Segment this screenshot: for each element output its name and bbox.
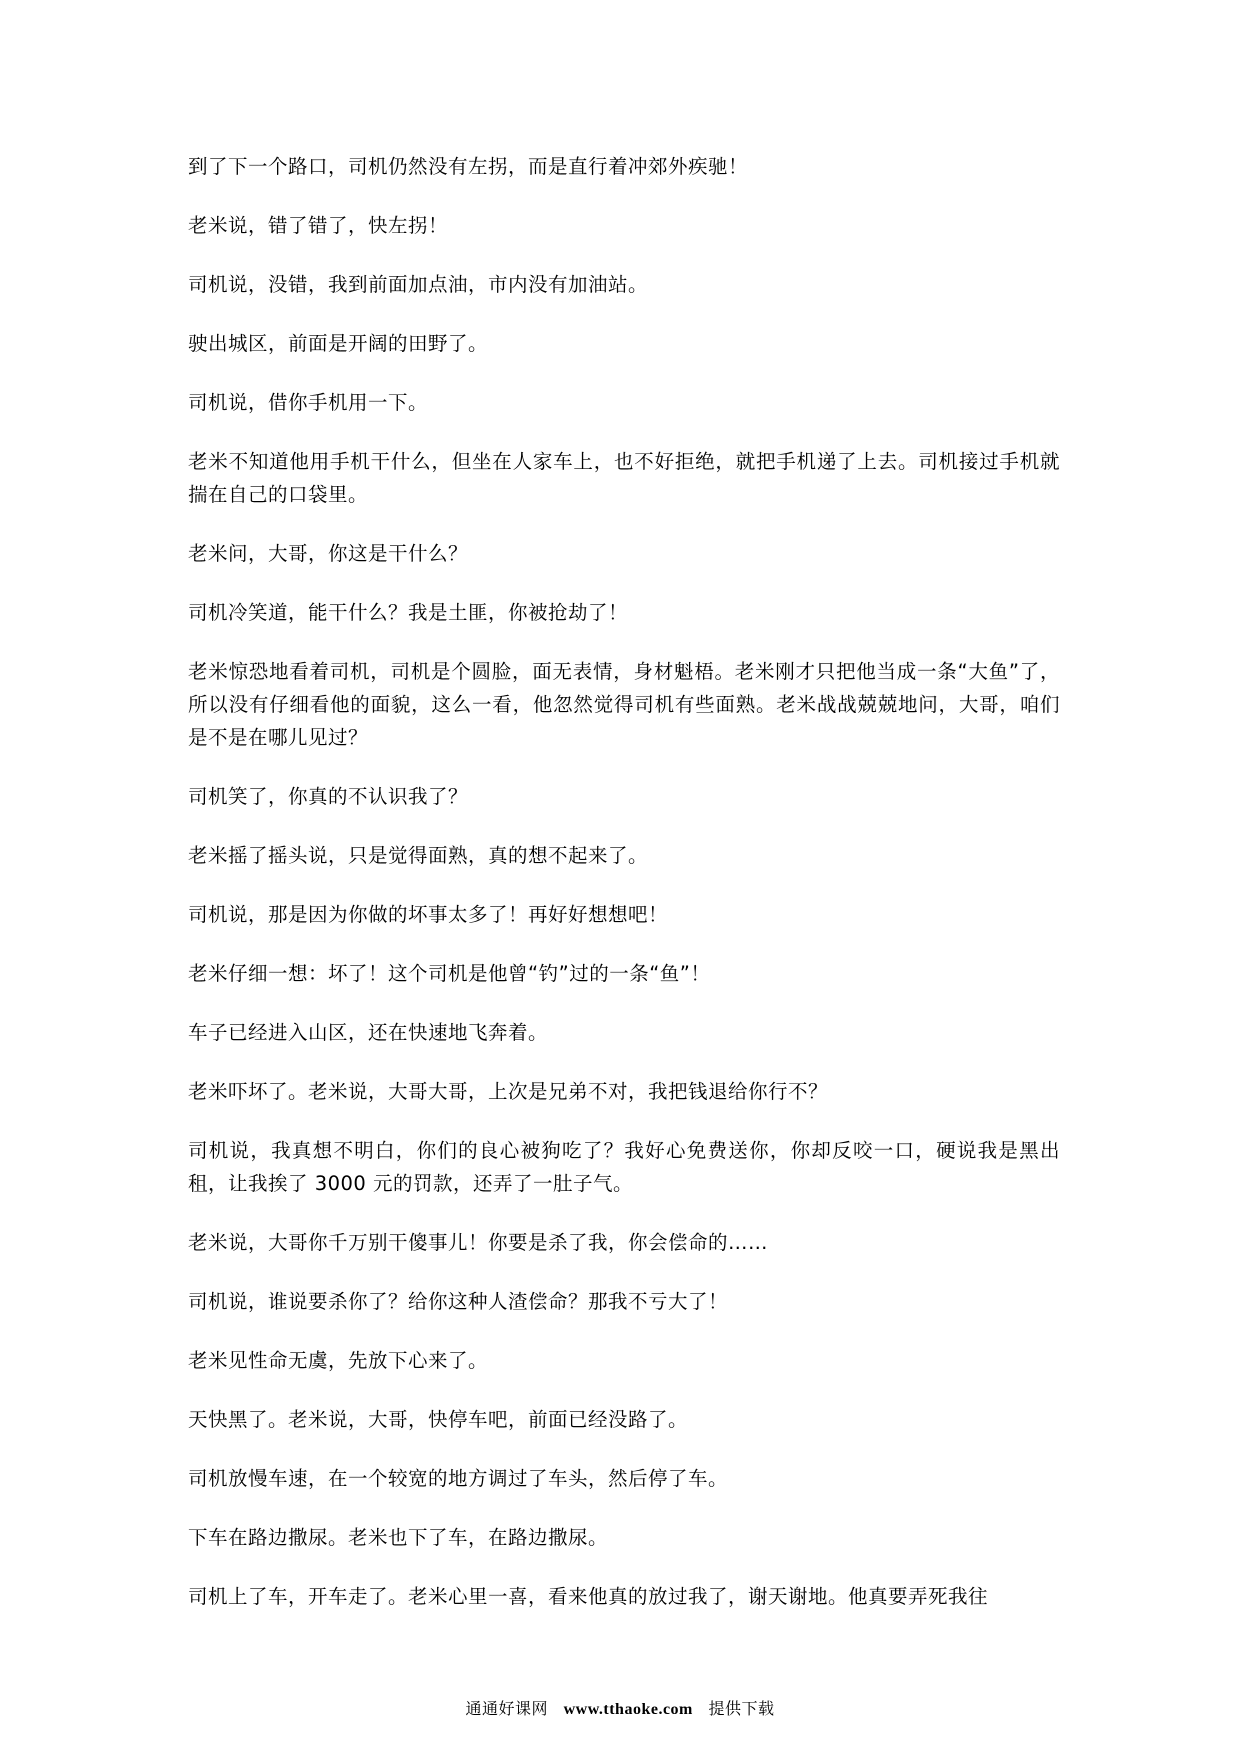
paragraph: 司机说，我真想不明白，你们的良心被狗吃了？我好心免费送你，你却反咬一口，硬说我是黑出租，让我挨了 3000 元的罚款，还弄了一肚子气。 — [188, 1139, 1060, 1195]
paragraph: 司机笑了，你真的不认识我了？ — [188, 785, 469, 808]
paragraph: 到了下一个路口，司机仍然没有左拐，而是直行着冲郊外疾驰！ — [188, 155, 749, 178]
paragraph: 司机说，那是因为你做的坏事太多了！再好好想想吧！ — [188, 903, 669, 926]
paragraph: 车子已经进入山区，还在快速地飞奔着。 — [188, 1021, 549, 1044]
paragraph: 老米说，大哥你千万别干傻事儿！你要是杀了我，你会偿命的…… — [188, 1231, 769, 1254]
paragraph: 老米惊恐地看着司机，司机是个圆脸，面无表情，身材魁梧。老米刚才只把他当成一条“大鱼”了，所以没有仔细看他的面貌，这么一看，他忽然觉得司机有些面熟。老米战战兢兢地问，大哥，咱们是不是在哪儿见过？ — [188, 660, 1060, 749]
paragraph: 司机上了车，开车走了。老米心里一喜，看来他真的放过我了，谢天谢地。他真要弄死我往 — [188, 1585, 989, 1608]
paragraph: 天快黑了。老米说，大哥，快停车吧，前面已经没路了。 — [188, 1408, 689, 1431]
paragraph: 老米摇了摇头说，只是觉得面熟，真的想不起来了。 — [188, 844, 649, 867]
footer-url-link[interactable]: www.tthaoke.com — [563, 1701, 693, 1718]
footer-site-name: 通通好课网 — [465, 1699, 549, 1718]
paragraph: 老米吓坏了。老米说，大哥大哥，上次是兄弟不对，我把钱退给你行不？ — [188, 1080, 829, 1103]
paragraph: 司机说，借你手机用一下。 — [188, 391, 429, 414]
footer-suffix: 提供下载 — [708, 1699, 775, 1718]
paragraph: 驶出城区，前面是开阔的田野了。 — [188, 332, 489, 355]
paragraph: 老米不知道他用手机干什么，但坐在人家车上，也不好拒绝，就把手机递了上去。司机接过手机就揣在自己的口袋里。 — [188, 450, 1060, 506]
page-footer — [0, 1698, 1240, 1721]
paragraph: 下车在路边撒尿。老米也下了车，在路边撒尿。 — [188, 1526, 609, 1549]
paragraph: 老米仔细一想：坏了！这个司机是他曾“钓”过的一条“鱼”！ — [188, 962, 711, 985]
paragraph: 老米说，错了错了，快左拐！ — [188, 214, 449, 237]
document-body — [188, 150, 1060, 1639]
paragraph: 老米问，大哥，你这是干什么？ — [188, 542, 469, 565]
paragraph: 司机说，没错，我到前面加点油，市内没有加油站。 — [188, 273, 649, 296]
paragraph: 老米见性命无虞，先放下心来了。 — [188, 1349, 489, 1372]
paragraph: 司机冷笑道，能干什么？我是土匪，你被抢劫了！ — [188, 601, 629, 624]
paragraph: 司机说，谁说要杀你了？给你这种人渣偿命？那我不亏大了！ — [188, 1290, 729, 1313]
paragraph: 司机放慢车速，在一个较宽的地方调过了车头，然后停了车。 — [188, 1467, 729, 1490]
